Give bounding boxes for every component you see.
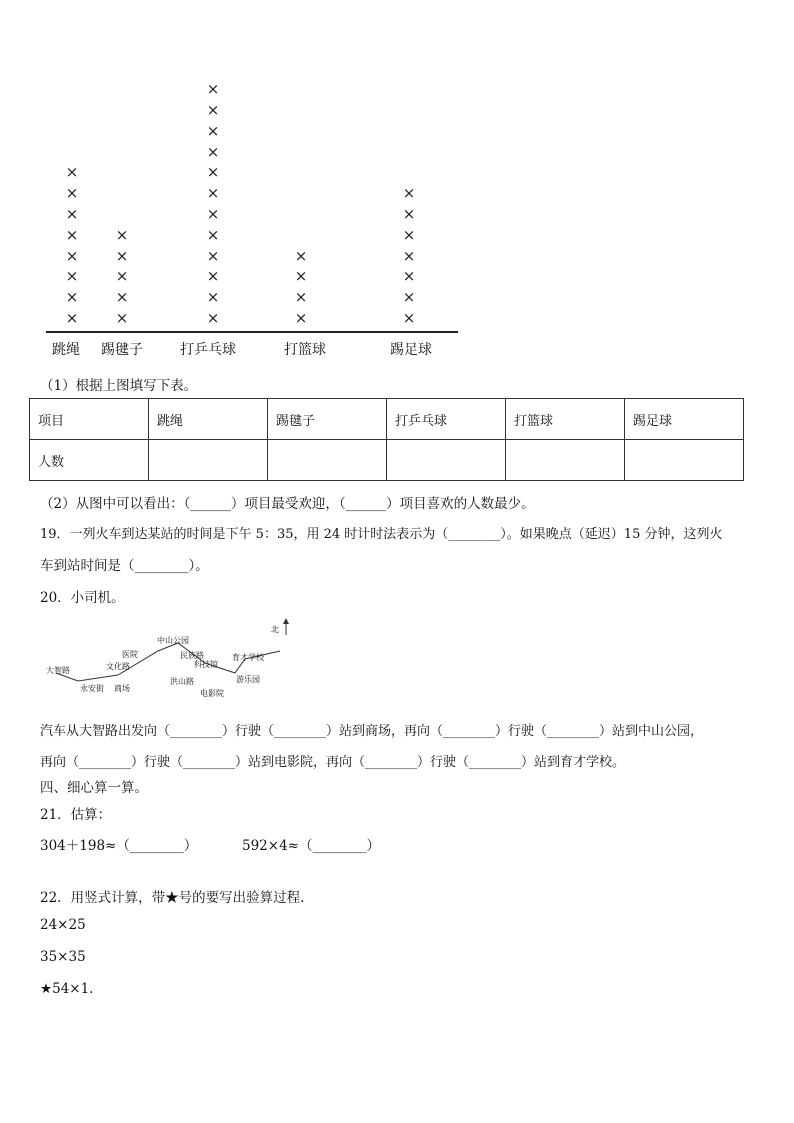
place-label: 医院 xyxy=(122,650,138,659)
question-22-b: 35×35 xyxy=(40,949,86,965)
x-mark: × xyxy=(402,225,416,244)
x-mark: × xyxy=(65,205,79,223)
x-mark: × xyxy=(294,309,308,327)
answer-cell[interactable] xyxy=(387,440,506,481)
x-mark: × xyxy=(65,288,79,307)
x-mark: × xyxy=(402,184,416,203)
x-mark: × xyxy=(294,267,308,286)
x-mark: × xyxy=(206,288,220,307)
x-mark: × xyxy=(206,267,220,286)
table-row-label: 人数 xyxy=(30,440,149,481)
x-mark: × xyxy=(294,288,308,307)
place-label: 游乐园 xyxy=(236,675,260,684)
x-mark: × xyxy=(206,121,220,140)
question-22-title: 22．用竖式计算，带★号的要写出验算过程. xyxy=(40,890,305,906)
x-mark: × xyxy=(402,288,416,307)
north-arrow-head xyxy=(283,618,289,624)
x-mark: × xyxy=(206,163,220,182)
x-mark: × xyxy=(206,246,220,265)
x-mark: × xyxy=(65,246,79,265)
place-label: 科技馆 xyxy=(194,660,218,669)
x-mark: × xyxy=(65,163,79,182)
x-mark: × xyxy=(402,267,416,286)
x-mark: × xyxy=(206,309,220,327)
table-header-row xyxy=(30,399,744,440)
place-label: 洪山路 xyxy=(170,677,194,686)
answer-cell[interactable] xyxy=(506,440,625,481)
x-mark: × xyxy=(65,309,79,327)
question-20-line2: 再向（________）行驶（________）站到电影院，再向（________）行驶（________）站到育才学校。 xyxy=(40,755,626,770)
x-mark: × xyxy=(65,267,79,286)
question-20-title: 20．小司机。 xyxy=(40,590,125,606)
place-label: 育才学校 xyxy=(232,653,264,662)
question-19-line1: 19．一列火车到达某站的时间是下午 5：35，用 24 时计时法表示为（________）。如果晚点（延迟）15 分钟，这列火 xyxy=(40,527,723,542)
x-mark: × xyxy=(206,205,220,223)
table-row xyxy=(30,440,744,481)
question-19-line2: 车到站时间是（________）。 xyxy=(40,558,209,574)
table-header-cell: 踢毽子 xyxy=(268,399,387,440)
x-mark: × xyxy=(115,225,129,244)
x-mark: × xyxy=(402,309,416,327)
x-mark: × xyxy=(65,225,79,244)
x-mark: × xyxy=(402,205,416,223)
question-22-c: ★54×1. xyxy=(40,981,94,997)
x-mark: × xyxy=(115,267,129,286)
place-label: 文化路 xyxy=(106,662,130,671)
question-21-b: 592×4≈（________） xyxy=(242,838,380,854)
answer-cell[interactable] xyxy=(625,440,744,481)
table-header-cell: 项目 xyxy=(30,399,149,440)
answer-cell[interactable] xyxy=(268,440,387,481)
category-label-1: 踢毽子 xyxy=(101,342,143,358)
x-mark: × xyxy=(65,184,79,203)
table-intro: （1）根据上图填写下表。 xyxy=(40,378,198,394)
route-map xyxy=(40,615,310,705)
category-label-3: 打篮球 xyxy=(284,342,326,358)
place-label: 中山公园 xyxy=(157,636,189,645)
chart-baseline xyxy=(46,331,458,333)
x-mark: × xyxy=(206,184,220,203)
x-mark: × xyxy=(115,288,129,307)
x-mark: × xyxy=(115,309,129,327)
table-header-cell: 打篮球 xyxy=(506,399,625,440)
answer-cell[interactable] xyxy=(149,440,268,481)
pictograph-chart xyxy=(0,0,470,370)
table-header-cell: 踢足球 xyxy=(625,399,744,440)
x-mark: × xyxy=(115,246,129,265)
question-21-title: 21．估算： xyxy=(40,807,112,823)
place-label: 商场 xyxy=(114,684,130,693)
x-mark: × xyxy=(206,80,220,99)
section-4-heading: 四、细心算一算。 xyxy=(40,780,148,796)
x-mark: × xyxy=(206,101,220,119)
place-label: 电影院 xyxy=(200,689,224,698)
question-22-a: 24×25 xyxy=(40,917,86,933)
place-label: 民族路 xyxy=(180,651,204,660)
table-header-cell: 跳绳 xyxy=(149,399,268,440)
x-mark: × xyxy=(206,142,220,161)
category-label-4: 踢足球 xyxy=(390,342,432,358)
place-label: 永安街 xyxy=(80,684,104,693)
x-mark: × xyxy=(294,246,308,265)
question-21-a: 304＋198≈（________） xyxy=(40,838,198,854)
category-label-2: 打乒乓球 xyxy=(180,342,236,358)
category-label-0: 跳绳 xyxy=(52,342,80,358)
question-20-line1: 汽车从大智路出发向（________）行驶（________）站到商场，再向（________）行驶（________）站到中山公园， xyxy=(40,724,704,739)
x-mark: × xyxy=(402,246,416,265)
x-mark: × xyxy=(206,225,220,244)
place-label: 大智路 xyxy=(46,666,70,675)
table-header-cell: 打乒乓球 xyxy=(387,399,506,440)
data-table xyxy=(29,398,744,481)
question-part2: （2）从图中可以看出：（______）项目最受欢迎，（______）项目喜欢的人数最少。 xyxy=(40,496,535,512)
north-label: 北 xyxy=(271,625,279,634)
